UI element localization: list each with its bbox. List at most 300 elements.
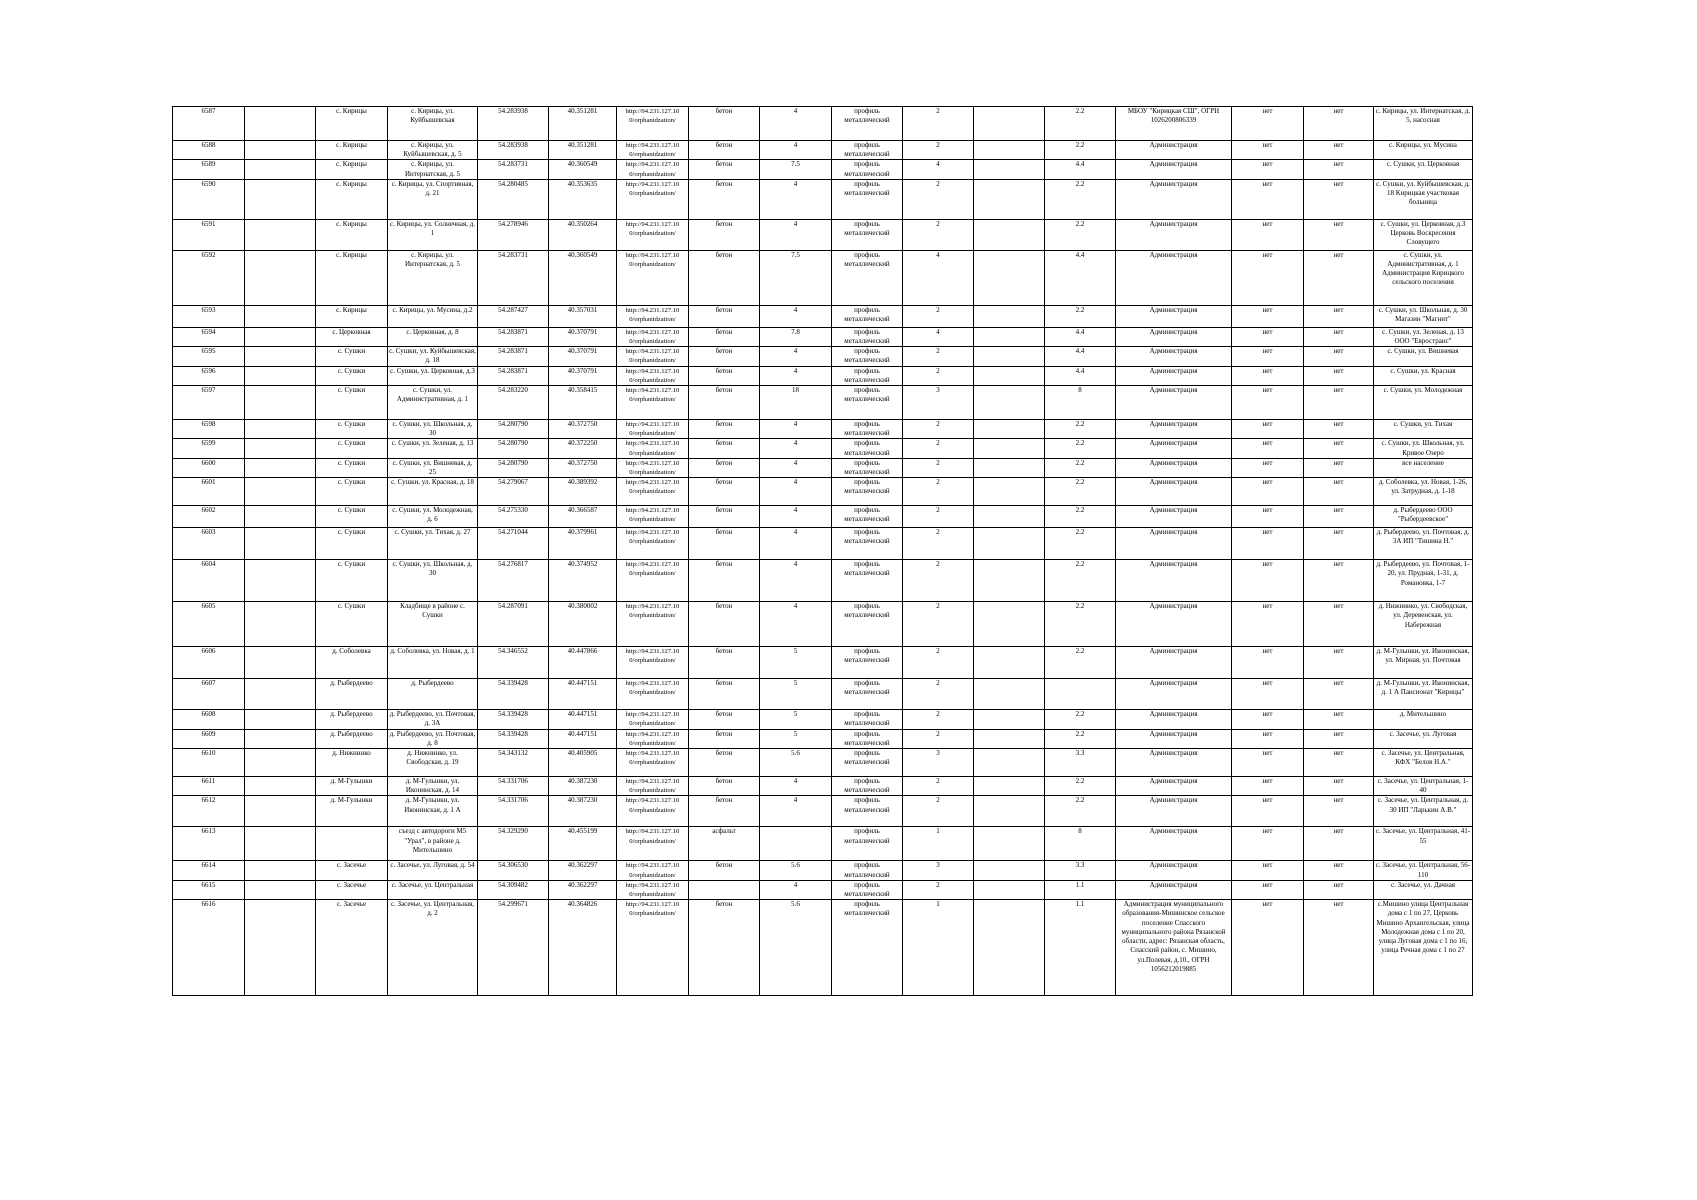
- cell-lat: 54.280790: [478, 458, 549, 477]
- cell-f2: нет: [1304, 861, 1374, 880]
- cell-url: http://94.231.127.10 0/orphanidzation/: [617, 900, 689, 996]
- cell-cnt: 1: [903, 900, 974, 996]
- cell-sources: с. Засечье, ул. Центральная, д. 30 ИП "Ларькин А.В.": [1374, 796, 1473, 827]
- cell-sources: с. Кирицы, ул. Интернатская, д. 5, насосная: [1374, 107, 1473, 141]
- cell-id: 6593: [173, 305, 245, 327]
- cell-cnt: 1: [903, 827, 974, 861]
- cell-empty: [245, 602, 316, 647]
- cell-id: 6591: [173, 219, 245, 250]
- cell-f2: нет: [1304, 160, 1374, 179]
- cell-sources: с. Засечье, ул. Центральная, 56-110: [1374, 861, 1473, 880]
- cell-id: 6608: [173, 710, 245, 729]
- cell-lon: 40.455199: [549, 827, 617, 861]
- cell-id: 6595: [173, 347, 245, 366]
- cell-address: с. Сушки, ул. Церковная, д.3: [388, 366, 478, 385]
- cell-cnt: 2: [903, 458, 974, 477]
- cell-sources: д. Рыбердеево, ул. Почтовая, 1-20, ул. Прудная, 1-31, д. Романовка, 1-7: [1374, 560, 1473, 602]
- cell-f1: нет: [1232, 366, 1304, 385]
- cell-lon: 40.447151: [549, 710, 617, 729]
- cell-address: с. Кирицы, ул. Мусина, д.2: [388, 305, 478, 327]
- cell-fence: профиль металлический: [832, 219, 903, 250]
- cell-owner: Администрация: [1116, 219, 1232, 250]
- cell-cnt: 2: [903, 710, 974, 729]
- cell-empty: [245, 710, 316, 729]
- cell-area: 5.6: [760, 900, 832, 996]
- cell-lon: 40.366587: [549, 506, 617, 528]
- cell-url: http://94.231.127.10 0/orphanidzation/: [617, 250, 689, 305]
- cell-area: 18: [760, 386, 832, 420]
- cell-surface: бетон: [689, 179, 760, 219]
- cell-cnt: 2: [903, 141, 974, 160]
- cell-cnt: 2: [903, 777, 974, 796]
- cell-f2: нет: [1304, 250, 1374, 305]
- cell-fence: профиль металлический: [832, 141, 903, 160]
- cell-id: 6598: [173, 420, 245, 439]
- cell-surface: бетон: [689, 141, 760, 160]
- cell-empty: [245, 528, 316, 560]
- cell-address: с. Сушки, ул. Вишневая, д. 25: [388, 458, 478, 477]
- cell-lon: 40.387230: [549, 796, 617, 827]
- table-row: [173, 880, 1473, 899]
- cell-f1: нет: [1232, 305, 1304, 327]
- cell-owner: Администрация: [1116, 861, 1232, 880]
- cell-fence: профиль металлический: [832, 458, 903, 477]
- cell-area: 7.5: [760, 160, 832, 179]
- cell-url: http://94.231.127.10 0/orphanidzation/: [617, 796, 689, 827]
- cell-lat: 54.287091: [478, 602, 549, 647]
- cell-vol: [974, 679, 1045, 710]
- cell-vol2: 2.2: [1045, 647, 1116, 679]
- cell-empty: [245, 386, 316, 420]
- cell-sources: с. Засечье, ул. Центральная, КФХ "Белов Н.А.": [1374, 749, 1473, 777]
- cell-village: с. Кирицы: [316, 141, 388, 160]
- cell-vol2: 8: [1045, 827, 1116, 861]
- cell-lat: 54.329290: [478, 827, 549, 861]
- cell-village: с. Сушки: [316, 506, 388, 528]
- cell-village: д. Нижнинко: [316, 749, 388, 777]
- cell-address: с. Сушки, ул. Молодежная, д. 6: [388, 506, 478, 528]
- cell-lon: 40.380002: [549, 602, 617, 647]
- cell-sources: д. Рыбердеево ООО "Рыбердеевское": [1374, 506, 1473, 528]
- cell-area: 4: [760, 141, 832, 160]
- cell-lat: 54.299671: [478, 900, 549, 996]
- cell-lat: 54.283731: [478, 250, 549, 305]
- cell-vol2: 2.2: [1045, 219, 1116, 250]
- table-row: [173, 458, 1473, 477]
- table-row: [173, 861, 1473, 880]
- cell-sources: с. Сушки, ул. Вишневая: [1374, 347, 1473, 366]
- cell-lat: 54.280790: [478, 420, 549, 439]
- table-row: [173, 366, 1473, 385]
- cell-sources: д. Мительшино: [1374, 710, 1473, 729]
- cell-surface: бетон: [689, 439, 760, 458]
- cell-village: д. М-Гулынки: [316, 796, 388, 827]
- cell-owner: Администрация: [1116, 749, 1232, 777]
- cell-village: с. Кирицы: [316, 179, 388, 219]
- cell-sources: с. Сушки, ул. Молодежная: [1374, 386, 1473, 420]
- table-row: [173, 900, 1473, 996]
- cell-lat: 54.276817: [478, 560, 549, 602]
- cell-address: с. Кирицы, ул. Солнечная, д. 1: [388, 219, 478, 250]
- cell-owner: Администрация: [1116, 386, 1232, 420]
- cell-surface: бетон: [689, 602, 760, 647]
- cell-surface: бетон: [689, 506, 760, 528]
- cell-id: 6609: [173, 729, 245, 748]
- cell-vol: [974, 880, 1045, 899]
- cell-surface: бетон: [689, 749, 760, 777]
- cell-empty: [245, 900, 316, 996]
- cell-fence: профиль металлический: [832, 679, 903, 710]
- cell-village: с. Кирицы: [316, 219, 388, 250]
- cell-f1: нет: [1232, 420, 1304, 439]
- cell-village: с. Засечье: [316, 861, 388, 880]
- cell-f1: нет: [1232, 749, 1304, 777]
- cell-village: с. Сушки: [316, 439, 388, 458]
- cell-fence: профиль металлический: [832, 647, 903, 679]
- cell-cnt: 2: [903, 602, 974, 647]
- cell-lon: 40.374952: [549, 560, 617, 602]
- cell-cnt: 2: [903, 420, 974, 439]
- cell-f1: нет: [1232, 861, 1304, 880]
- cell-id: 6606: [173, 647, 245, 679]
- cell-vol2: 2.2: [1045, 528, 1116, 560]
- cell-lon: 40.405905: [549, 749, 617, 777]
- cell-fence: профиль металлический: [832, 305, 903, 327]
- cell-owner: МБОУ "Кирицкая СШ", ОГРН 1026200806339: [1116, 107, 1232, 141]
- cell-owner: Администрация: [1116, 141, 1232, 160]
- cell-address: д. Рыбердеево, ул. Почтовая, д. 3А: [388, 710, 478, 729]
- cell-vol2: 4.4: [1045, 347, 1116, 366]
- cell-id: 6612: [173, 796, 245, 827]
- table-row: [173, 528, 1473, 560]
- cell-cnt: 2: [903, 219, 974, 250]
- cell-fence: профиль металлический: [832, 560, 903, 602]
- cell-address: с. Засечье, ул. Центральная: [388, 880, 478, 899]
- cell-surface: бетон: [689, 347, 760, 366]
- cell-sources: с. Сушки, ул. Школьная, д. 30 Магазин "Магнит": [1374, 305, 1473, 327]
- cell-vol2: 2.2: [1045, 796, 1116, 827]
- cell-empty: [245, 347, 316, 366]
- cell-vol2: 2.2: [1045, 439, 1116, 458]
- cell-f2: нет: [1304, 827, 1374, 861]
- cell-surface: бетон: [689, 679, 760, 710]
- cell-village: с. Сушки: [316, 347, 388, 366]
- cell-address: с. Сушки, ул. Административная, д. 1: [388, 386, 478, 420]
- cell-empty: [245, 179, 316, 219]
- cell-vol: [974, 749, 1045, 777]
- cell-url: http://94.231.127.10 0/orphanidzation/: [617, 647, 689, 679]
- cell-cnt: 2: [903, 796, 974, 827]
- cell-owner: Администрация: [1116, 160, 1232, 179]
- cell-lon: 40.364826: [549, 900, 617, 996]
- cell-fence: профиль металлический: [832, 179, 903, 219]
- cell-area: 7.8: [760, 327, 832, 346]
- cell-lat: 54.283731: [478, 160, 549, 179]
- cell-address: с. Кирицы, ул. Куйбышевская: [388, 107, 478, 141]
- cell-fence: профиль металлический: [832, 250, 903, 305]
- cell-owner: Администрация муниципального образования-Мишинское сельское поселение Спасского муниципального района Рязанской области, адрес: Рязанская область, Спасский район, с. Мишино, ул.Полевая, д.10., ОГРН 1056212019885: [1116, 900, 1232, 996]
- cell-empty: [245, 749, 316, 777]
- cell-address: с. Кирицы, ул. Куйбышевская, д. 5: [388, 141, 478, 160]
- cell-empty: [245, 560, 316, 602]
- cell-area: 4: [760, 880, 832, 899]
- cell-lat: 54.283871: [478, 366, 549, 385]
- cell-address: с. Кирицы, ул. Спортивная, д. 21: [388, 179, 478, 219]
- cell-f1: нет: [1232, 777, 1304, 796]
- cell-empty: [245, 107, 316, 141]
- cell-vol2: [1045, 679, 1116, 710]
- cell-id: 6616: [173, 900, 245, 996]
- cell-f2: нет: [1304, 880, 1374, 899]
- cell-url: http://94.231.127.10 0/orphanidzation/: [617, 827, 689, 861]
- cell-sources: с. Сушки, ул. Школьная, ул. Кривое Озеро: [1374, 439, 1473, 458]
- cell-lat: 54.280485: [478, 179, 549, 219]
- cell-lon: 40.351281: [549, 107, 617, 141]
- cell-empty: [245, 250, 316, 305]
- cell-lat: 54.280790: [478, 439, 549, 458]
- cell-id: 6590: [173, 179, 245, 219]
- cell-surface: бетон: [689, 777, 760, 796]
- cell-lat: 54.309482: [478, 880, 549, 899]
- cell-village: с. Кирицы: [316, 107, 388, 141]
- cell-url: http://94.231.127.10 0/orphanidzation/: [617, 729, 689, 748]
- cell-lat: 54.331706: [478, 777, 549, 796]
- cell-f2: нет: [1304, 347, 1374, 366]
- cell-owner: Администрация: [1116, 179, 1232, 219]
- cell-fence: профиль металлический: [832, 506, 903, 528]
- cell-vol: [974, 179, 1045, 219]
- cell-area: 4: [760, 796, 832, 827]
- cell-url: http://94.231.127.10 0/orphanidzation/: [617, 347, 689, 366]
- cell-vol2: 2.2: [1045, 506, 1116, 528]
- cell-f2: нет: [1304, 729, 1374, 748]
- cell-f2: нет: [1304, 749, 1374, 777]
- cell-f1: нет: [1232, 107, 1304, 141]
- cell-village: с. Сушки: [316, 366, 388, 385]
- cell-empty: [245, 880, 316, 899]
- cell-area: 4: [760, 506, 832, 528]
- cell-cnt: 2: [903, 679, 974, 710]
- cell-sources: с. Сушки, ул. Церковная: [1374, 160, 1473, 179]
- cell-vol2: 4.4: [1045, 366, 1116, 385]
- cell-cnt: 4: [903, 250, 974, 305]
- cell-lon: 40.370791: [549, 347, 617, 366]
- cell-sources: с. Засечье, ул. Центральная, 41-55: [1374, 827, 1473, 861]
- cell-surface: бетон: [689, 160, 760, 179]
- cell-url: http://94.231.127.10 0/orphanidzation/: [617, 219, 689, 250]
- cell-fence: профиль металлический: [832, 827, 903, 861]
- cell-vol: [974, 560, 1045, 602]
- cell-surface: бетон: [689, 729, 760, 748]
- cell-surface: асфальт: [689, 827, 760, 861]
- cell-empty: [245, 827, 316, 861]
- cell-area: 4: [760, 107, 832, 141]
- table-row: [173, 107, 1473, 141]
- cell-cnt: 2: [903, 107, 974, 141]
- cell-address: с. Засечье, ул. Центральная, д. 2: [388, 900, 478, 996]
- cell-owner: Администрация: [1116, 420, 1232, 439]
- cell-lat: 54.283938: [478, 141, 549, 160]
- cell-cnt: 2: [903, 305, 974, 327]
- cell-url: http://94.231.127.10 0/orphanidzation/: [617, 560, 689, 602]
- cell-area: 4: [760, 439, 832, 458]
- cell-f1: нет: [1232, 900, 1304, 996]
- cell-cnt: 3: [903, 386, 974, 420]
- cell-owner: Администрация: [1116, 327, 1232, 346]
- cell-empty: [245, 796, 316, 827]
- cell-surface: бетон: [689, 861, 760, 880]
- cell-vol: [974, 327, 1045, 346]
- table-row: [173, 777, 1473, 796]
- cell-vol: [974, 458, 1045, 477]
- cell-area: 4: [760, 305, 832, 327]
- cell-vol2: 4.4: [1045, 160, 1116, 179]
- cell-f2: нет: [1304, 439, 1374, 458]
- cell-f1: нет: [1232, 439, 1304, 458]
- cell-f1: нет: [1232, 506, 1304, 528]
- table-row: [173, 679, 1473, 710]
- cell-owner: Администрация: [1116, 366, 1232, 385]
- cell-vol: [974, 777, 1045, 796]
- cell-address: д. М-Гулынки, ул. Иконинская, д. 1 А: [388, 796, 478, 827]
- cell-fence: профиль металлический: [832, 602, 903, 647]
- cell-cnt: 2: [903, 179, 974, 219]
- table-row: [173, 141, 1473, 160]
- cell-owner: Администрация: [1116, 796, 1232, 827]
- table-row: [173, 347, 1473, 366]
- cell-f1: нет: [1232, 250, 1304, 305]
- cell-area: 4: [760, 366, 832, 385]
- cell-id: 6604: [173, 560, 245, 602]
- cell-area: 5.6: [760, 861, 832, 880]
- table-row: [173, 327, 1473, 346]
- cell-area: [760, 827, 832, 861]
- cell-surface: бетон: [689, 305, 760, 327]
- cell-f1: нет: [1232, 602, 1304, 647]
- table-row: [173, 827, 1473, 861]
- cell-url: http://94.231.127.10 0/orphanidzation/: [617, 386, 689, 420]
- cell-empty: [245, 160, 316, 179]
- cell-id: 6588: [173, 141, 245, 160]
- cell-lon: 40.372750: [549, 420, 617, 439]
- cell-vol: [974, 729, 1045, 748]
- cell-village: с. Церковная: [316, 327, 388, 346]
- cell-surface: бетон: [689, 366, 760, 385]
- cell-area: 4: [760, 602, 832, 647]
- cell-lat: 54.275330: [478, 506, 549, 528]
- cell-url: http://94.231.127.10 0/orphanidzation/: [617, 439, 689, 458]
- cell-empty: [245, 141, 316, 160]
- cell-village: с. Кирицы: [316, 305, 388, 327]
- cell-area: 5.6: [760, 749, 832, 777]
- cell-village: д. Рыбердеево: [316, 710, 388, 729]
- cell-lat: 54.271044: [478, 528, 549, 560]
- cell-fence: профиль металлический: [832, 880, 903, 899]
- cell-village: с. Сушки: [316, 528, 388, 560]
- cell-id: 6596: [173, 366, 245, 385]
- cell-fence: профиль металлический: [832, 749, 903, 777]
- cell-surface: бетон: [689, 219, 760, 250]
- cell-f2: нет: [1304, 900, 1374, 996]
- table-row: [173, 305, 1473, 327]
- cell-vol: [974, 141, 1045, 160]
- cell-village: с. Сушки: [316, 420, 388, 439]
- cell-fence: профиль металлический: [832, 420, 903, 439]
- cell-owner: Администрация: [1116, 777, 1232, 796]
- cell-vol2: 2.2: [1045, 305, 1116, 327]
- cell-lon: 40.370791: [549, 327, 617, 346]
- cell-id: 6614: [173, 861, 245, 880]
- cell-url: http://94.231.127.10 0/orphanidzation/: [617, 506, 689, 528]
- cell-village: с. Засечье: [316, 900, 388, 996]
- cell-sources: с. Засечье, ул. Дачная: [1374, 880, 1473, 899]
- table-row: [173, 796, 1473, 827]
- cell-vol2: 2.2: [1045, 107, 1116, 141]
- cell-sources: с. Сушки, ул. Тихая: [1374, 420, 1473, 439]
- cell-lat: 54.343132: [478, 749, 549, 777]
- cell-id: 6601: [173, 478, 245, 506]
- table-row: [173, 439, 1473, 458]
- table-row: [173, 647, 1473, 679]
- cell-f1: нет: [1232, 560, 1304, 602]
- cell-sources: с. Сушки, ул. Административная, д. 1 Администрация Кирицкого сельского поселения: [1374, 250, 1473, 305]
- cell-empty: [245, 439, 316, 458]
- cell-vol2: 2.2: [1045, 179, 1116, 219]
- cell-f1: нет: [1232, 179, 1304, 219]
- cell-url: http://94.231.127.10 0/orphanidzation/: [617, 880, 689, 899]
- cell-fence: профиль металлический: [832, 478, 903, 506]
- cell-id: 6597: [173, 386, 245, 420]
- cell-empty: [245, 366, 316, 385]
- cell-vol2: 1.1: [1045, 900, 1116, 996]
- cell-fence: профиль металлический: [832, 160, 903, 179]
- cell-url: http://94.231.127.10 0/orphanidzation/: [617, 777, 689, 796]
- cell-f2: нет: [1304, 305, 1374, 327]
- cell-surface: бетон: [689, 458, 760, 477]
- cell-vol: [974, 250, 1045, 305]
- cell-empty: [245, 777, 316, 796]
- table-row: [173, 420, 1473, 439]
- cell-cnt: 3: [903, 749, 974, 777]
- cell-sources: д. Нижнинко, ул. Свободская, ул. Деревенская, ул. Набережная: [1374, 602, 1473, 647]
- table-row: [173, 710, 1473, 729]
- cell-f2: нет: [1304, 528, 1374, 560]
- cell-lon: 40.447151: [549, 729, 617, 748]
- cell-id: 6589: [173, 160, 245, 179]
- cell-lon: 40.372250: [549, 439, 617, 458]
- cell-f2: нет: [1304, 386, 1374, 420]
- cell-sources: с. Засечье, ул. Центральная, 1-40: [1374, 777, 1473, 796]
- cell-address: с. Сушки, ул. Тихая, д. 27: [388, 528, 478, 560]
- cell-lon: 40.362297: [549, 880, 617, 899]
- cell-fence: профиль металлический: [832, 107, 903, 141]
- table-row: [173, 219, 1473, 250]
- cell-fence: профиль металлический: [832, 347, 903, 366]
- cell-sources: д. М-Гулынки, ул. Иконинская, ул. Мирная, ул. Почтовая: [1374, 647, 1473, 679]
- cell-empty: [245, 305, 316, 327]
- cell-f1: нет: [1232, 347, 1304, 366]
- cell-area: 4: [760, 179, 832, 219]
- cell-vol: [974, 796, 1045, 827]
- cell-surface: бетон: [689, 107, 760, 141]
- cell-area: 4: [760, 219, 832, 250]
- cell-owner: Администрация: [1116, 710, 1232, 729]
- cell-sources: с. Сушки, ул. Церковная, д.3 Церковь Воскресения Словущего: [1374, 219, 1473, 250]
- cell-cnt: 2: [903, 347, 974, 366]
- cell-url: http://94.231.127.10 0/orphanidzation/: [617, 366, 689, 385]
- cell-f2: нет: [1304, 366, 1374, 385]
- cell-village: [316, 827, 388, 861]
